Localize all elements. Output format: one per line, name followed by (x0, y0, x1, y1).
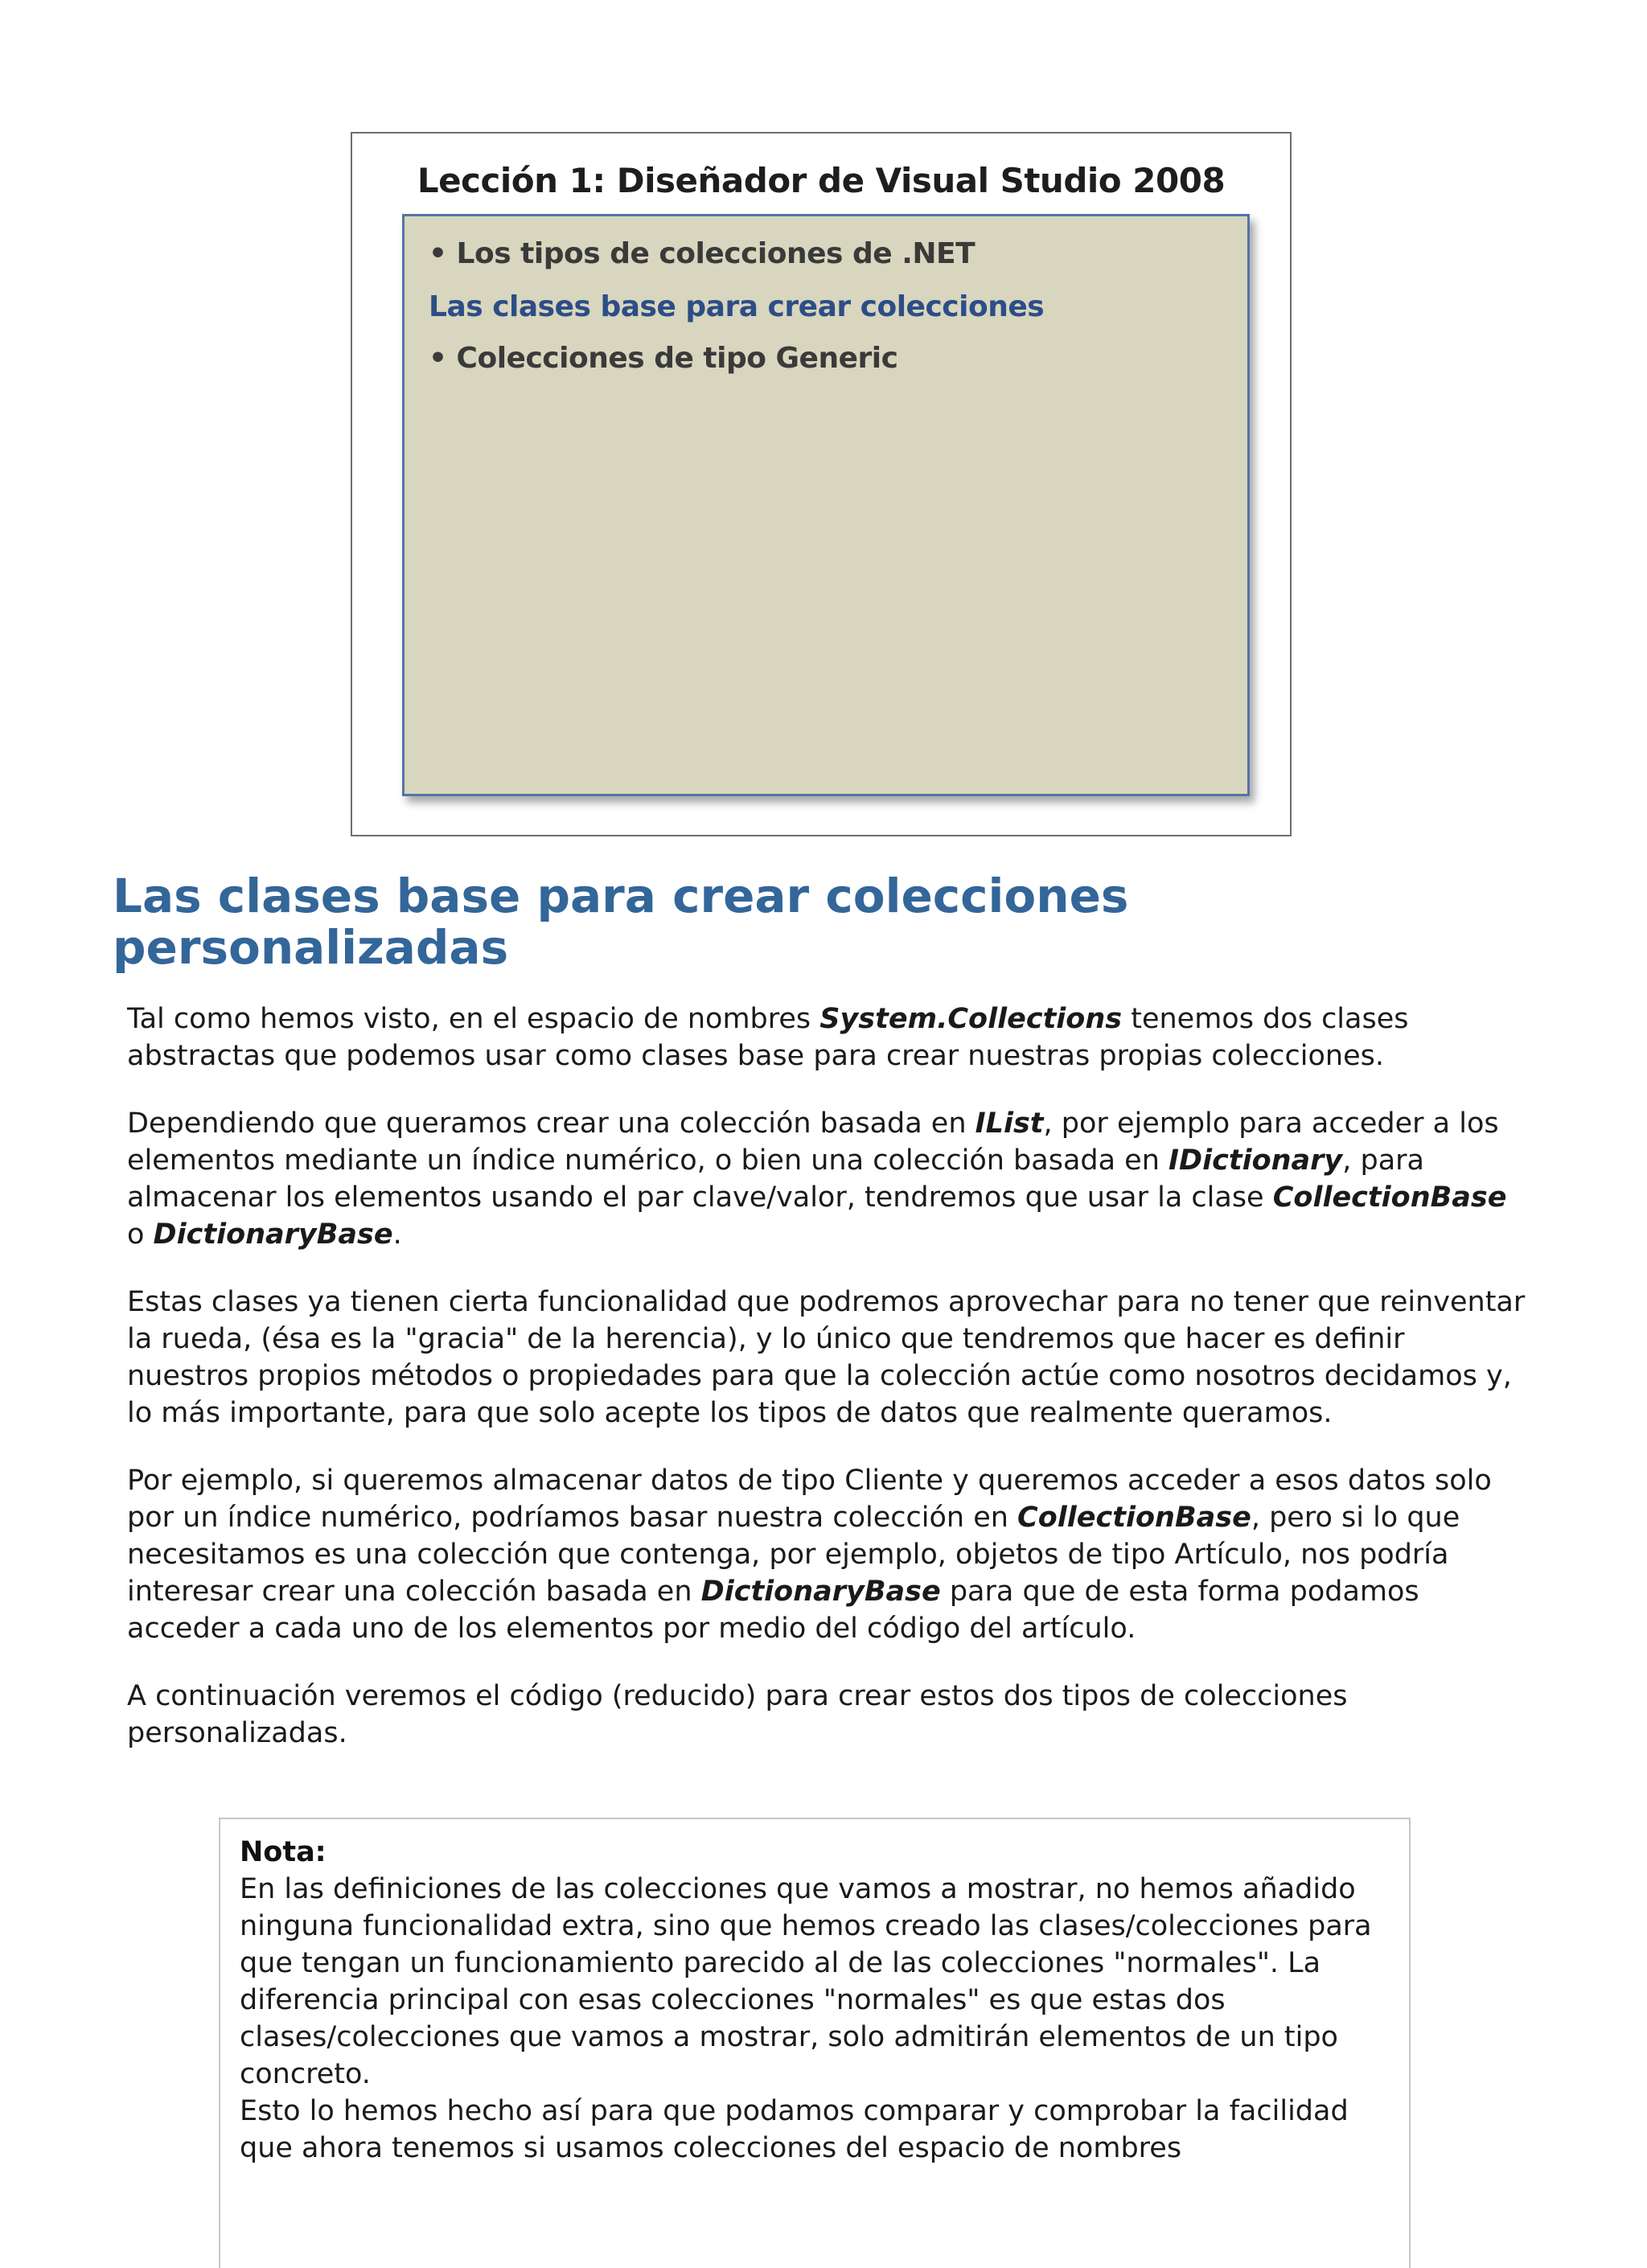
slide-item-net-collections: • Los tipos de colecciones de .NET (429, 237, 975, 270)
paragraph-5: A continuación veremos el código (reducido) para crear estos dos tipos de colecciones personalizadas. (127, 1680, 1348, 1749)
slide-item-generic: • Colecciones de tipo Generic (429, 342, 898, 375)
p2-collectionbase: CollectionBase (1272, 1181, 1507, 1214)
p2-ilist: IList (975, 1107, 1044, 1140)
paragraph-2 (127, 1105, 1526, 1253)
slide-image (351, 132, 1292, 836)
p2-text-d: o (127, 1218, 154, 1251)
paragraph-4 (127, 1462, 1526, 1647)
p1-text-a: Tal como hemos visto, en el espacio de nombres (127, 1003, 820, 1035)
p1-text-b: tenemos dos clases abstractas que podemos usar como clases base para crear nuestras propias colecciones. (127, 1003, 1409, 1072)
section-heading: Las clases base para crear colecciones personalizadas (113, 869, 1129, 975)
p4-collectionbase: CollectionBase (1017, 1502, 1251, 1534)
p4-text-b: , pero si lo que necesitamos es una colección que contenga, por ejemplo, objetos de tipo Artículo, nos podría interesar crear una colección basada en (127, 1502, 1460, 1608)
slide-title: Lección 1: Diseñador de Visual Studio 2008 (417, 161, 1226, 200)
paragraph-1 (127, 1000, 1526, 1074)
p4-text-a: Por ejemplo, si queremos almacenar datos de tipo Cliente y queremos acceder a esos datos solo por un índice numérico, podríamos basar nuestra colección en (127, 1465, 1492, 1534)
p1-system-collections: System.Collections (819, 1003, 1123, 1035)
paragraph-3: Estas clases ya tienen cierta funcionalidad que podremos aprovechar para no tener que reinventar la rueda, (ésa es la "gracia" de la herencia), y lo único que tendremos que hacer es definir nuestros propios métodos o propiedades para que la colección actúe como nosotros decidamos y, lo más importante, para que solo acepte los tipos de datos que realmente queramos. (127, 1286, 1526, 1429)
p2-text-b: , por ejemplo para acceder a los elementos mediante un índice numérico, o bien una colección basada en (127, 1107, 1499, 1177)
note-label: Nota: (240, 1836, 327, 1868)
note-text-2: Esto lo hemos hecho así para que podamos comparar y comprobar la facilidad que ahora tenemos si usamos colecciones del espacio de nombres (240, 2095, 1349, 2164)
slide-panel (402, 214, 1250, 796)
p2-idictionary: IDictionary (1169, 1144, 1343, 1177)
slide-item-base-classes: Las clases base para crear colecciones (429, 290, 1045, 323)
p2-text-c: , para almacenar los elementos usando el par clave/valor, tendremos que usar la clase (127, 1144, 1425, 1214)
p2-text-a: Dependiendo que queramos crear una colección basada en (127, 1107, 975, 1140)
note-text-1: En las definiciones de las colecciones que vamos a mostrar, no hemos añadido ninguna funcionalidad extra, sino que hemos creado las clases/colecciones para que tengan un funcionamiento parecido al de las colecciones "normales". La diferencia principal con esas colecciones "normales" es que estas dos clases/colecciones que vamos a mostrar, solo admitirán elementos de un tipo concreto. (240, 1873, 1372, 2090)
p4-text-c: para que de esta forma podamos acceder a cada uno de los elementos por medio del código del artículo. (127, 1576, 1419, 1645)
p4-dictionarybase: DictionaryBase (700, 1576, 941, 1608)
article-body (127, 1000, 1526, 1782)
note-box (219, 1818, 1411, 2268)
p2-text-e: . (392, 1218, 402, 1251)
p2-dictionarybase: DictionaryBase (153, 1218, 393, 1251)
